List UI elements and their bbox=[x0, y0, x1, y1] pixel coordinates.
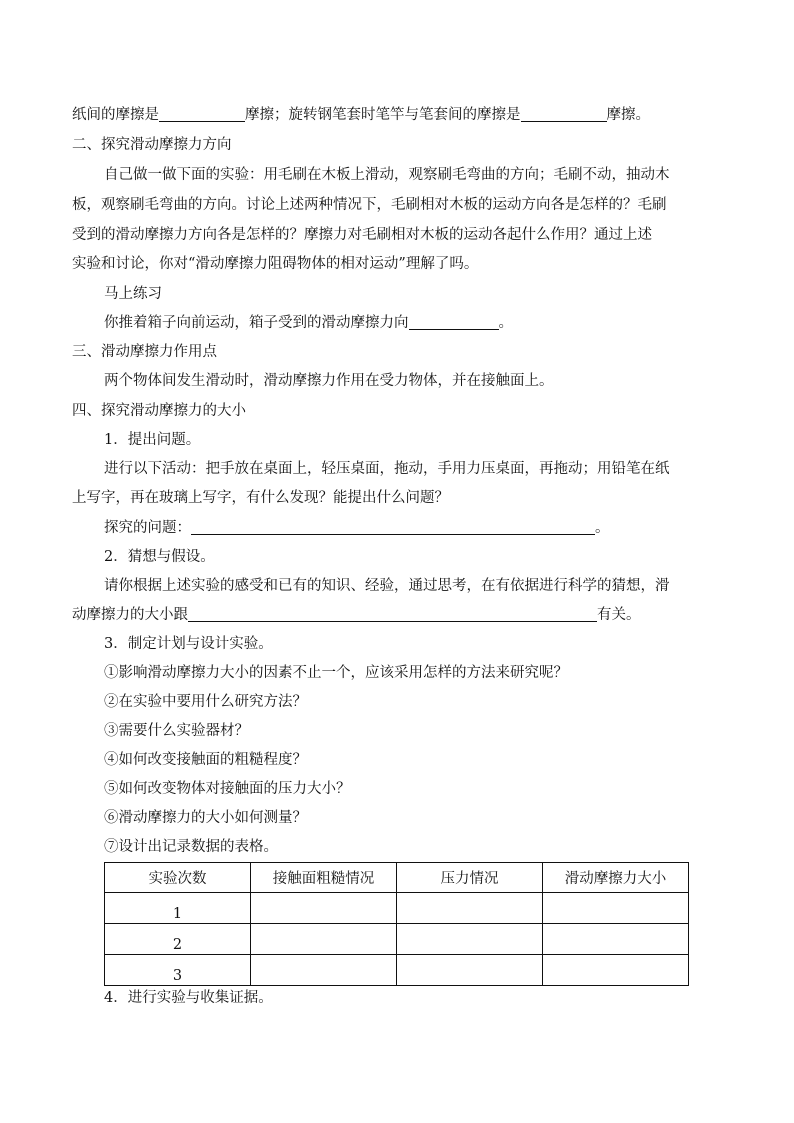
answer-blank[interactable] bbox=[409, 315, 499, 330]
step-title: 3．制定计划与设计实验。 bbox=[104, 636, 273, 652]
table-header-cell: 实验次数 bbox=[105, 863, 251, 893]
paragraph-line: 实验和讨论，你对“滑动摩擦力阻碍物体的相对运动”理解了吗。 bbox=[72, 256, 479, 272]
paragraph-line: 请你根据上述实验的感受和已有的知识、经验，通过思考，在有依据进行科学的猜想，滑 bbox=[104, 578, 670, 594]
table-cell: 1 bbox=[105, 893, 251, 924]
answer-blank[interactable] bbox=[159, 107, 245, 122]
line-text: 探究的问题： bbox=[104, 520, 191, 536]
table-cell[interactable] bbox=[543, 924, 689, 955]
practice-title: 马上练习 bbox=[104, 286, 162, 302]
step-title: 2．猜想与假设。 bbox=[104, 549, 215, 565]
section-heading: 二、探究滑动摩擦力方向 bbox=[72, 137, 232, 153]
question-fill-line bbox=[104, 518, 610, 538]
answer-blank[interactable] bbox=[191, 520, 595, 535]
fill-in-line-friction-type bbox=[72, 105, 650, 125]
step-title: 4．进行实验与收集证据。 bbox=[104, 990, 273, 1006]
plan-item: ②在实验中要用什么研究方法？ bbox=[104, 694, 307, 710]
paragraph-line: 受到的滑动摩擦力方向各是怎样的？摩擦力对毛刷相对木板的运动各起什么作用？通过上述 bbox=[72, 227, 652, 243]
plan-item: ①影响滑动摩擦力大小的因素不止一个，应该采用怎样的方法来研究呢？ bbox=[104, 665, 568, 681]
step-title: 1．提出问题。 bbox=[104, 432, 201, 448]
answer-blank[interactable] bbox=[521, 107, 607, 122]
data-record-table bbox=[104, 862, 689, 986]
paragraph-line: 两个物体间发生滑动时，滑动摩擦力作用在受力物体，并在接触面上。 bbox=[104, 373, 554, 389]
hypothesis-fill-line bbox=[72, 605, 641, 625]
plan-item: ⑥滑动摩擦力的大小如何测量？ bbox=[104, 810, 307, 826]
table-cell[interactable] bbox=[543, 955, 689, 986]
table-cell[interactable] bbox=[397, 924, 543, 955]
section-heading: 四、探究滑动摩擦力的大小 bbox=[72, 403, 246, 419]
table-cell[interactable] bbox=[543, 893, 689, 924]
table-row bbox=[105, 955, 689, 986]
line-text: 摩擦；旋转钢笔套时笔竿与笔套间的摩擦是 bbox=[245, 107, 521, 123]
line-text: 。 bbox=[498, 315, 513, 331]
line-text: 动摩擦力的大小跟 bbox=[72, 607, 188, 623]
table-cell: 2 bbox=[105, 924, 251, 955]
table-cell[interactable] bbox=[397, 955, 543, 986]
table-row bbox=[105, 924, 689, 955]
line-text: 有关。 bbox=[597, 607, 641, 623]
plan-item: ④如何改变接触面的粗糙程度？ bbox=[104, 752, 307, 768]
table-header-cell: 压力情况 bbox=[397, 863, 543, 893]
table-header-row bbox=[105, 863, 689, 893]
table-row bbox=[105, 893, 689, 924]
paragraph-line: 进行以下活动：把手放在桌面上，轻压桌面，拖动，手用力压桌面，再拖动；用铅笔在纸 bbox=[104, 461, 670, 477]
paragraph-line: 上写字，再在玻璃上写字，有什么发现？能提出什么问题？ bbox=[72, 490, 449, 506]
line-text: 你推着箱子向前运动，箱子受到的滑动摩擦力向 bbox=[104, 315, 409, 331]
plan-item: ⑦设计出记录数据的表格。 bbox=[104, 839, 278, 855]
paragraph-line: 自己做一做下面的实验：用毛刷在木板上滑动，观察刷毛弯曲的方向；毛刷不动，抽动木 bbox=[104, 167, 670, 183]
line-text: 摩擦。 bbox=[606, 107, 650, 123]
line-text: 。 bbox=[595, 520, 610, 536]
table-cell[interactable] bbox=[251, 955, 397, 986]
table-cell[interactable] bbox=[251, 924, 397, 955]
section-heading: 三、滑动摩擦力作用点 bbox=[72, 344, 217, 360]
table-cell[interactable] bbox=[251, 893, 397, 924]
table-cell[interactable] bbox=[397, 893, 543, 924]
plan-item: ③需要什么实验器材？ bbox=[104, 723, 249, 739]
paragraph-line: 板，观察刷毛弯曲的方向。讨论上述两种情况下，毛刷相对木板的运动方向各是怎样的？毛刷 bbox=[72, 197, 667, 213]
line-text: 纸间的摩擦是 bbox=[72, 107, 159, 123]
plan-item: ⑤如何改变物体对接触面的压力大小？ bbox=[104, 781, 351, 797]
table-header-cell: 滑动摩擦力大小 bbox=[543, 863, 689, 893]
table-header-cell: 接触面粗糙情况 bbox=[251, 863, 397, 893]
table-cell: 3 bbox=[105, 955, 251, 986]
practice-question bbox=[104, 313, 513, 333]
answer-blank[interactable] bbox=[188, 607, 597, 622]
